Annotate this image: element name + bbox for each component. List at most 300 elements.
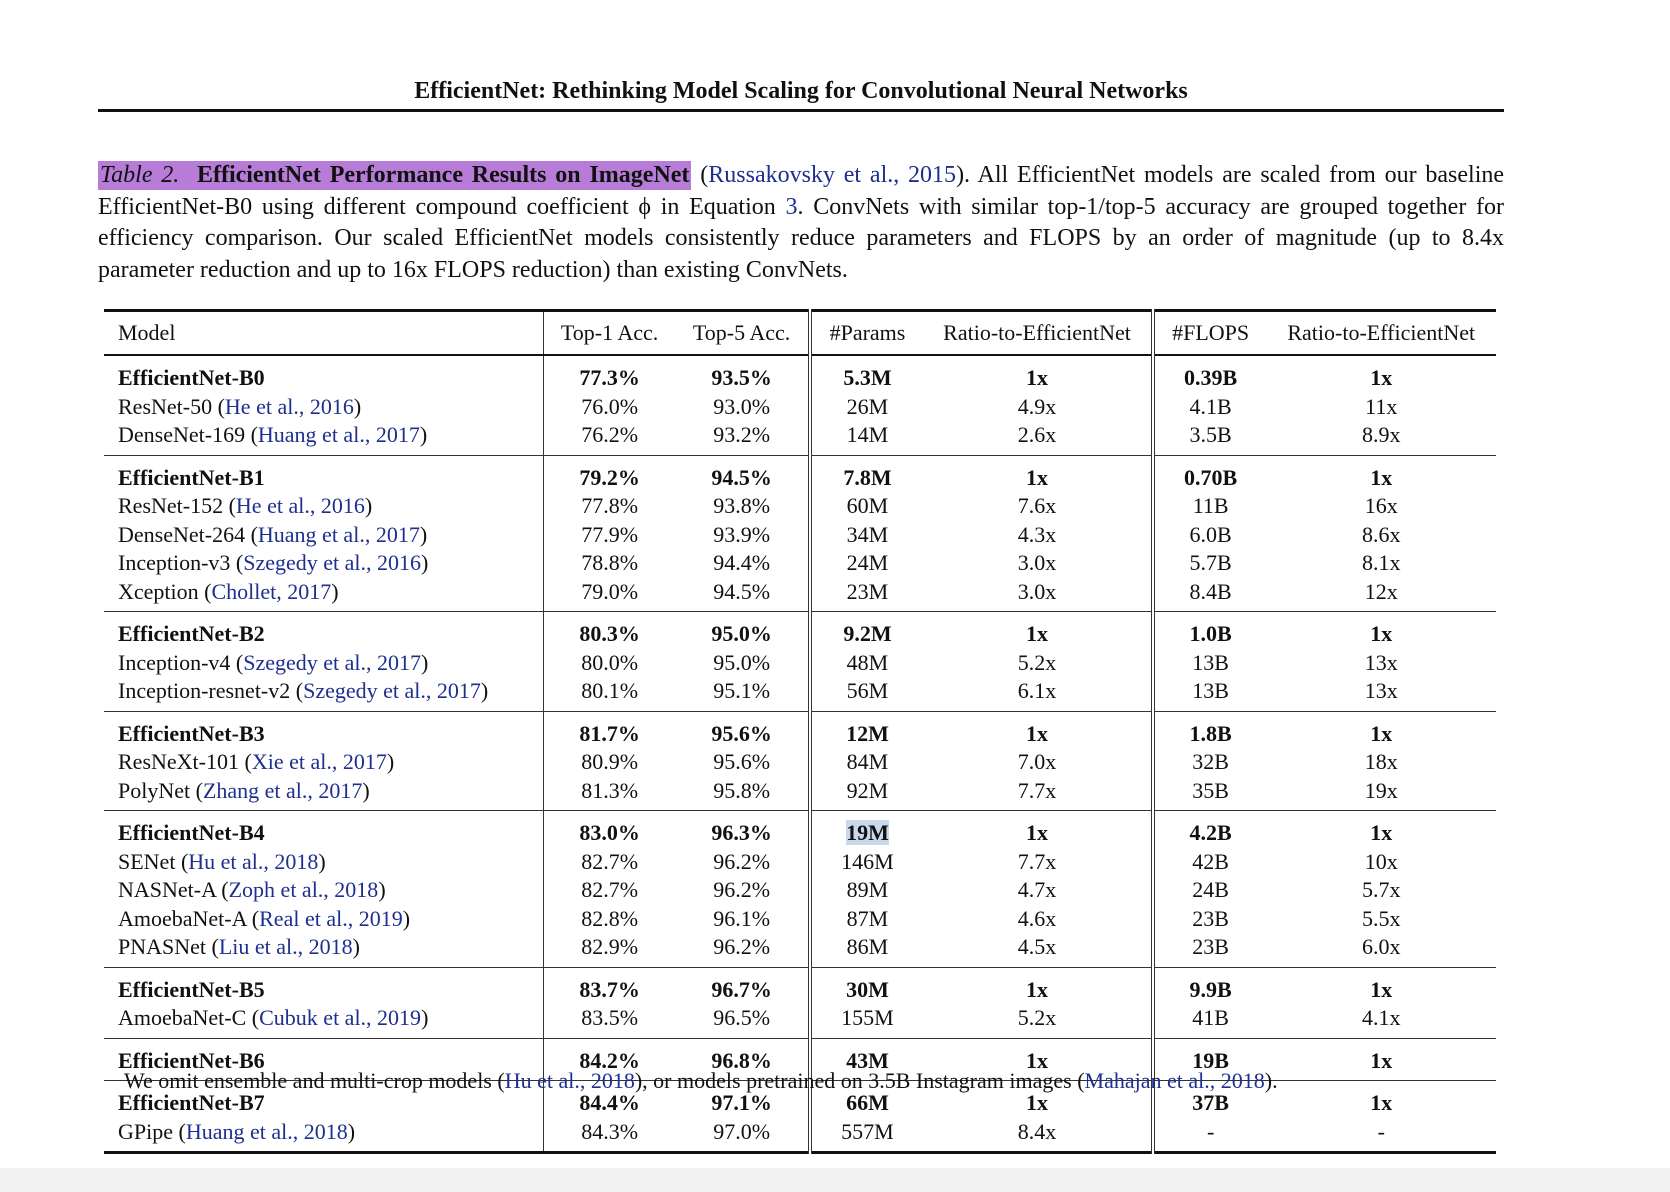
flops-cell [1153, 455, 1267, 492]
params-ratio-cell-value: 7.0x [1017, 749, 1057, 774]
title-rule [98, 109, 1504, 112]
flops-ratio-cell [1266, 455, 1496, 492]
flops-cell-value: 35B [1192, 777, 1229, 803]
top5-cell-value: 95.8% [713, 777, 771, 803]
flops-ratio-cell-value: 10x [1364, 848, 1398, 874]
model-cell [104, 811, 543, 848]
model-cell: ResNet-152 (He et al., 2016) [104, 492, 543, 521]
params-ratio-cell [923, 905, 1152, 934]
flops-cell [1153, 393, 1267, 422]
top1-cell [543, 677, 675, 711]
model-citation-link[interactable]: He et al., 2016 [235, 493, 365, 518]
top5-cell [676, 876, 810, 905]
top1-cell [543, 933, 675, 967]
params-cell-value: 5.3M [843, 365, 892, 390]
flops-ratio-cell [1266, 848, 1496, 877]
params-ratio-cell-value: 1x [1026, 820, 1049, 845]
model-cell [104, 355, 543, 393]
top5-cell-value: 97.0% [713, 1118, 771, 1144]
params-ratio-cell-value: 1x [1026, 621, 1049, 646]
flops-cell-value: 19B [1192, 1047, 1229, 1073]
params-ratio-cell-value: 1x [1026, 720, 1049, 746]
top5-cell-value: 96.1% [713, 905, 771, 931]
table-row [104, 748, 1496, 777]
table-row [104, 967, 1496, 1004]
params-ratio-cell [923, 455, 1152, 492]
top5-cell [676, 578, 810, 612]
params-cell-value: 7.8M [843, 464, 892, 490]
flops-cell [1153, 777, 1267, 811]
top5-cell-value: 93.9% [713, 521, 771, 547]
params-ratio-cell [923, 521, 1152, 550]
table-row [104, 521, 1496, 550]
params-ratio-cell-value: 4.5x [1017, 934, 1057, 959]
top5-cell-value: 96.2% [713, 848, 771, 874]
caption-paren: ( [700, 162, 709, 188]
top1-cell-value: 82.7% [581, 848, 639, 874]
params-cell-value: 89M [846, 877, 889, 902]
top5-cell-value: 96.3% [711, 820, 772, 845]
flops-cell-value: 0.39B [1184, 365, 1238, 390]
model-citation-link[interactable]: Hu et al., 2018 [188, 848, 319, 874]
top1-cell-value: 80.9% [581, 749, 639, 774]
top5-cell [676, 905, 810, 934]
table-row [104, 1118, 1496, 1153]
flops-cell [1153, 848, 1267, 877]
flops-cell-value: 8.4B [1189, 578, 1232, 604]
top5-cell-value: 94.4% [713, 550, 771, 575]
flops-ratio-cell-value: 8.6x [1361, 521, 1401, 547]
top5-cell [676, 711, 810, 748]
model-cell: Inception-v4 (Szegedy et al., 2017) [104, 649, 543, 678]
params-cell [810, 905, 924, 934]
top1-cell-value: 80.0% [581, 649, 639, 675]
flops-ratio-cell [1266, 393, 1496, 422]
flops-ratio-cell-value: 1x [1370, 464, 1393, 490]
flops-cell-value: 4.2B [1189, 820, 1232, 845]
table-row [104, 455, 1496, 492]
params-cell-value: 60M [846, 493, 889, 518]
footnote-text-1: We omit ensemble and multi-crop models ( [124, 1068, 505, 1093]
params-ratio-cell [923, 649, 1152, 678]
table-row [104, 677, 1496, 711]
model-cell: NASNet-A (Zoph et al., 2018) [104, 876, 543, 905]
flops-cell-value: 3.5B [1189, 422, 1232, 447]
table-row [104, 811, 1496, 848]
table-row [104, 848, 1496, 877]
caption-text-1: All EfficientNet models are scaled from our baseline EfficientNet-B0 using different compound coefficient ϕ in Equation [98, 162, 1505, 220]
flops-cell-value: - [1206, 1118, 1215, 1144]
flops-ratio-cell-value: 8.9x [1361, 422, 1401, 447]
top1-cell [543, 649, 675, 678]
top5-cell-value: 93.8% [713, 493, 771, 518]
flops-ratio-cell-value: 13x [1364, 649, 1398, 675]
flops-cell-value: 6.0B [1189, 521, 1232, 547]
params-ratio-cell [923, 933, 1152, 967]
model-citation-link[interactable]: Zhang et al., 2017 [202, 777, 363, 803]
flops-cell-value: 13B [1192, 649, 1229, 675]
model-citation-link[interactable]: Szegedy et al., 2017 [243, 649, 422, 675]
params-ratio-cell [923, 492, 1152, 521]
flops-ratio-cell [1266, 492, 1496, 521]
top1-cell [543, 905, 675, 934]
model-cell: Inception-resnet-v2 (Szegedy et al., 2017) [104, 677, 543, 711]
table-header-row [104, 311, 1496, 356]
params-cell [810, 649, 924, 678]
selected-text[interactable]: 19M [846, 820, 889, 845]
table-row [104, 578, 1496, 612]
top5-cell-value: 96.7% [711, 976, 772, 1002]
top1-cell [543, 578, 675, 612]
model-name: EfficientNet-B4 [118, 820, 265, 845]
params-ratio-cell [923, 777, 1152, 811]
params-ratio-cell [923, 967, 1152, 1004]
top5-cell-value: 97.1% [711, 1090, 772, 1115]
model-name: NASNet-A ( [118, 877, 229, 902]
top1-cell [543, 492, 675, 521]
top5-cell-value: 95.6% [711, 720, 772, 746]
model-citation-link[interactable]: Szegedy et al., 2016 [243, 550, 422, 575]
flops-cell-value: 11B [1192, 493, 1229, 518]
flops-ratio-cell-value: 16x [1364, 493, 1398, 518]
params-cell [810, 455, 924, 492]
flops-ratio-cell-value: 11x [1365, 393, 1398, 419]
params-ratio-cell-value: 8.4x [1017, 1118, 1057, 1144]
table-row [104, 711, 1496, 748]
flops-cell-value: 13B [1192, 678, 1229, 703]
params-cell [810, 421, 924, 455]
flops-ratio-cell [1266, 1038, 1496, 1081]
top5-cell [676, 521, 810, 550]
params-cell-value: 557M [841, 1118, 894, 1144]
viewer-bottom-band [0, 1168, 1670, 1192]
model-cell [104, 612, 543, 649]
top1-cell [543, 777, 675, 811]
flops-ratio-cell-value: 1x [1370, 365, 1393, 390]
flops-ratio-cell-value: 5.7x [1361, 877, 1401, 902]
flops-ratio-cell-value: 19x [1364, 777, 1398, 803]
params-cell [810, 549, 924, 578]
params-cell [810, 612, 924, 649]
flops-cell-value: 0.70B [1184, 464, 1238, 490]
top5-cell-value: 96.8% [711, 1047, 772, 1073]
flops-ratio-cell-value: 1x [1370, 1090, 1393, 1115]
params-ratio-cell-value: 4.9x [1017, 393, 1057, 419]
top5-cell [676, 967, 810, 1004]
params-cell-value: 48M [846, 649, 889, 675]
flops-cell [1153, 492, 1267, 521]
model-citation-link[interactable]: Real et al., 2019 [259, 905, 403, 931]
params-ratio-cell [923, 876, 1152, 905]
flops-ratio-cell-value: 4.1x [1361, 1005, 1401, 1030]
model-name: EfficientNet-B1 [118, 464, 265, 490]
model-cell [104, 711, 543, 748]
model-name: DenseNet-169 ( [118, 422, 258, 447]
params-ratio-cell-value: 5.2x [1017, 1005, 1057, 1030]
params-ratio-cell-value: 1x [1026, 365, 1049, 390]
flops-cell [1153, 677, 1267, 711]
model-cell: Xception (Chollet, 2017) [104, 578, 543, 612]
flops-cell [1153, 711, 1267, 748]
flops-ratio-cell [1266, 811, 1496, 848]
params-ratio-cell [923, 677, 1152, 711]
flops-cell [1153, 967, 1267, 1004]
params-cell-value: 84M [846, 749, 889, 774]
params-ratio-cell-value: 5.2x [1017, 649, 1057, 675]
params-cell-value: 155M [841, 1005, 894, 1030]
params-cell-value: 66M [846, 1090, 889, 1115]
flops-ratio-cell [1266, 1118, 1496, 1153]
flops-cell-value: 5.7B [1189, 550, 1232, 575]
params-ratio-cell-value: 3.0x [1017, 578, 1057, 604]
flops-cell [1153, 612, 1267, 649]
flops-ratio-cell [1266, 777, 1496, 811]
top5-cell-value: 96.5% [713, 1005, 771, 1030]
flops-ratio-cell-value: 1x [1370, 621, 1393, 646]
flops-cell-value: 9.9B [1189, 976, 1232, 1002]
top1-cell-value: 79.0% [581, 578, 639, 604]
flops-ratio-cell [1266, 649, 1496, 678]
params-ratio-cell-value: 7.7x [1017, 848, 1057, 874]
top1-cell [543, 521, 675, 550]
top5-cell [676, 549, 810, 578]
table-row [104, 355, 1496, 393]
top1-cell-value: 80.3% [579, 621, 640, 646]
flops-ratio-cell-value: - [1377, 1118, 1385, 1144]
params-cell-value: 26M [846, 393, 889, 419]
params-ratio-cell-value: 4.6x [1017, 905, 1057, 931]
params-cell-value: 87M [846, 905, 889, 931]
params-ratio-cell-value: 1x [1026, 1090, 1049, 1115]
flops-ratio-cell [1266, 711, 1496, 748]
params-cell-value: 24M [846, 550, 889, 575]
params-cell-value: 9.2M [843, 621, 892, 646]
top1-cell [543, 876, 675, 905]
top1-cell [543, 612, 675, 649]
params-ratio-cell-value: 7.6x [1017, 493, 1057, 518]
top1-cell [543, 1118, 675, 1153]
flops-cell-value: 42B [1192, 848, 1229, 874]
caption-paren-close: ). [956, 162, 971, 188]
flops-cell-value: 41B [1192, 1005, 1229, 1030]
flops-ratio-cell-value: 18x [1364, 749, 1398, 774]
top5-cell [676, 748, 810, 777]
flops-ratio-cell [1266, 748, 1496, 777]
params-cell [810, 393, 924, 422]
flops-ratio-cell-value: 5.5x [1361, 905, 1401, 931]
top1-cell [543, 421, 675, 455]
params-ratio-cell [923, 578, 1152, 612]
top5-cell [676, 1004, 810, 1038]
flops-cell [1153, 421, 1267, 455]
table-row [104, 492, 1496, 521]
params-cell [810, 578, 924, 612]
model-citation-link[interactable]: Chollet, 2017 [211, 578, 332, 604]
flops-cell-value: 24B [1192, 877, 1229, 902]
top5-cell-value: 96.2% [713, 934, 771, 959]
flops-cell [1153, 811, 1267, 848]
params-ratio-cell-value: 1x [1026, 976, 1049, 1002]
top1-cell-value: 83.5% [581, 1005, 639, 1030]
model-citation-link[interactable]: Liu et al., 2018 [218, 934, 353, 959]
model-cell [104, 967, 543, 1004]
params-ratio-cell [923, 355, 1152, 393]
flops-ratio-cell [1266, 933, 1496, 967]
top1-cell-value: 78.8% [581, 550, 639, 575]
table-row [104, 876, 1496, 905]
params-cell-value: 30M [846, 976, 889, 1002]
top1-cell-value: 84.2% [579, 1047, 640, 1073]
top1-cell [543, 811, 675, 848]
model-cell: Inception-v3 (Szegedy et al., 2016) [104, 549, 543, 578]
params-ratio-cell-value: 3.0x [1017, 550, 1057, 575]
top1-cell [543, 355, 675, 393]
model-citation-link[interactable]: He et al., 2016 [224, 393, 354, 419]
top5-cell [676, 677, 810, 711]
flops-cell [1153, 933, 1267, 967]
params-cell [810, 848, 924, 877]
flops-ratio-cell-value: 13x [1364, 678, 1398, 703]
table-row [104, 1004, 1496, 1038]
table-row [104, 612, 1496, 649]
params-ratio-cell-value: 2.6x [1017, 422, 1057, 447]
params-cell [810, 355, 924, 393]
top5-cell [676, 1118, 810, 1153]
top5-cell-value: 95.6% [713, 749, 771, 774]
top5-cell-value: 95.0% [713, 649, 771, 675]
model-cell: DenseNet-169 (Huang et al., 2017) [104, 421, 543, 455]
model-cell: PNASNet (Liu et al., 2018) [104, 933, 543, 967]
top1-cell [543, 1004, 675, 1038]
table-row [104, 421, 1496, 455]
footnote-text-2: ), or models pretrained on 3.5B Instagram images ( [634, 1068, 1085, 1093]
params-cell-value: 12M [846, 720, 889, 746]
params-ratio-cell-value: 1x [1026, 464, 1049, 490]
footnote-text-3: ). [1264, 1068, 1278, 1093]
model-name: PolyNet ( [118, 777, 203, 803]
model-name: Inception-v3 ( [118, 550, 244, 575]
flops-ratio-cell [1266, 612, 1496, 649]
table-label: Table 2. [100, 162, 180, 188]
top5-cell-value: 93.0% [713, 393, 771, 419]
params-cell-value: 43M [846, 1047, 889, 1073]
model-name: EfficientNet-B0 [118, 365, 265, 390]
model-cell: DenseNet-264 (Huang et al., 2017) [104, 521, 543, 550]
params-ratio-cell [923, 748, 1152, 777]
model-citation-link[interactable]: Zoph et al., 2018 [228, 877, 379, 902]
model-citation-link[interactable]: Huang et al., 2017 [257, 521, 420, 547]
model-citation-link[interactable]: Huang et al., 2017 [257, 422, 420, 447]
top5-cell [676, 811, 810, 848]
table-row [104, 649, 1496, 678]
top1-cell-value: 83.7% [579, 976, 640, 1002]
params-cell-value: 92M [846, 777, 889, 803]
top5-cell [676, 421, 810, 455]
running-title: EfficientNet: Rethinking Model Scaling for Convolutional Neural Networks [414, 78, 1188, 104]
equation-ref-link[interactable]: 3 [785, 193, 798, 220]
flops-ratio-cell-value: 1x [1370, 720, 1393, 746]
model-name: Inception-resnet-v2 ( [118, 678, 304, 703]
params-cell-value: 86M [846, 934, 889, 959]
caption-highlight[interactable] [98, 161, 691, 190]
flops-cell [1153, 748, 1267, 777]
flops-cell-value: 32B [1192, 749, 1229, 774]
top1-cell-value: 77.8% [581, 493, 639, 518]
params-cell-value: 34M [846, 521, 889, 547]
model-name: ResNeXt-101 ( [118, 749, 252, 774]
table-title: EfficientNet Performance Results on ImageNet [196, 162, 690, 188]
model-cell [104, 455, 543, 492]
top1-cell-value: 76.0% [581, 393, 639, 419]
top1-cell [543, 848, 675, 877]
table-row [104, 777, 1496, 811]
params-ratio-cell-value: 6.1x [1017, 678, 1057, 703]
col-header-model: Model [104, 311, 543, 356]
top5-cell [676, 848, 810, 877]
top1-cell-value: 84.3% [581, 1118, 639, 1144]
params-ratio-cell [923, 421, 1152, 455]
flops-cell [1153, 649, 1267, 678]
top5-cell-value: 96.2% [713, 877, 771, 902]
col-header-flops: #FLOPS [1153, 311, 1267, 356]
top5-cell [676, 393, 810, 422]
params-ratio-cell-value: 4.3x [1017, 521, 1057, 547]
table-row [104, 905, 1496, 934]
model-cell: GPipe (Huang et al., 2018) [104, 1118, 543, 1153]
model-name: EfficientNet-B6 [118, 1047, 265, 1073]
flops-ratio-cell [1266, 549, 1496, 578]
model-citation-link[interactable]: Szegedy et al., 2017 [303, 678, 481, 703]
flops-ratio-cell [1266, 1081, 1496, 1118]
top1-cell [543, 748, 675, 777]
flops-ratio-cell [1266, 967, 1496, 1004]
params-cell [810, 876, 924, 905]
table-row [104, 549, 1496, 578]
table-caption [98, 160, 1504, 286]
footnote-citation-link[interactable]: Hu et al., 2018 [504, 1068, 635, 1093]
model-citation-link[interactable]: Huang et al., 2018 [185, 1118, 348, 1144]
footnote-citation-link[interactable]: Mahajan et al., 2018 [1084, 1068, 1265, 1093]
flops-ratio-cell [1266, 521, 1496, 550]
model-citation-link[interactable]: Cubuk et al., 2019 [259, 1005, 422, 1030]
top1-cell-value: 79.2% [579, 464, 640, 490]
top1-cell-value: 81.3% [581, 777, 639, 803]
params-ratio-cell [923, 811, 1152, 848]
flops-cell-value: 37B [1192, 1090, 1229, 1115]
top1-cell-value: 80.1% [581, 678, 639, 703]
flops-ratio-cell-value: 6.0x [1361, 934, 1401, 959]
model-citation-link[interactable]: Xie et al., 2017 [251, 749, 387, 774]
flops-cell-value: 4.1B [1189, 393, 1232, 419]
flops-cell [1153, 578, 1267, 612]
caption-citation-link[interactable]: Russakovsky et al., 2015 [708, 162, 957, 188]
top5-cell-value: 93.2% [713, 422, 771, 447]
params-cell [810, 811, 924, 848]
model-cell: ResNet-50 (He et al., 2016) [104, 393, 543, 422]
params-cell [810, 521, 924, 550]
model-name: EfficientNet-B3 [118, 720, 265, 746]
top1-cell [543, 549, 675, 578]
top5-cell [676, 649, 810, 678]
model-cell: ResNeXt-101 (Xie et al., 2017) [104, 748, 543, 777]
top1-cell-value: 82.7% [581, 877, 639, 902]
top1-cell-value: 76.2% [581, 422, 639, 447]
top1-cell [543, 393, 675, 422]
params-cell [810, 967, 924, 1004]
flops-ratio-cell [1266, 578, 1496, 612]
flops-cell-value: 23B [1192, 905, 1229, 931]
params-ratio-cell-value: 1x [1026, 1047, 1049, 1073]
